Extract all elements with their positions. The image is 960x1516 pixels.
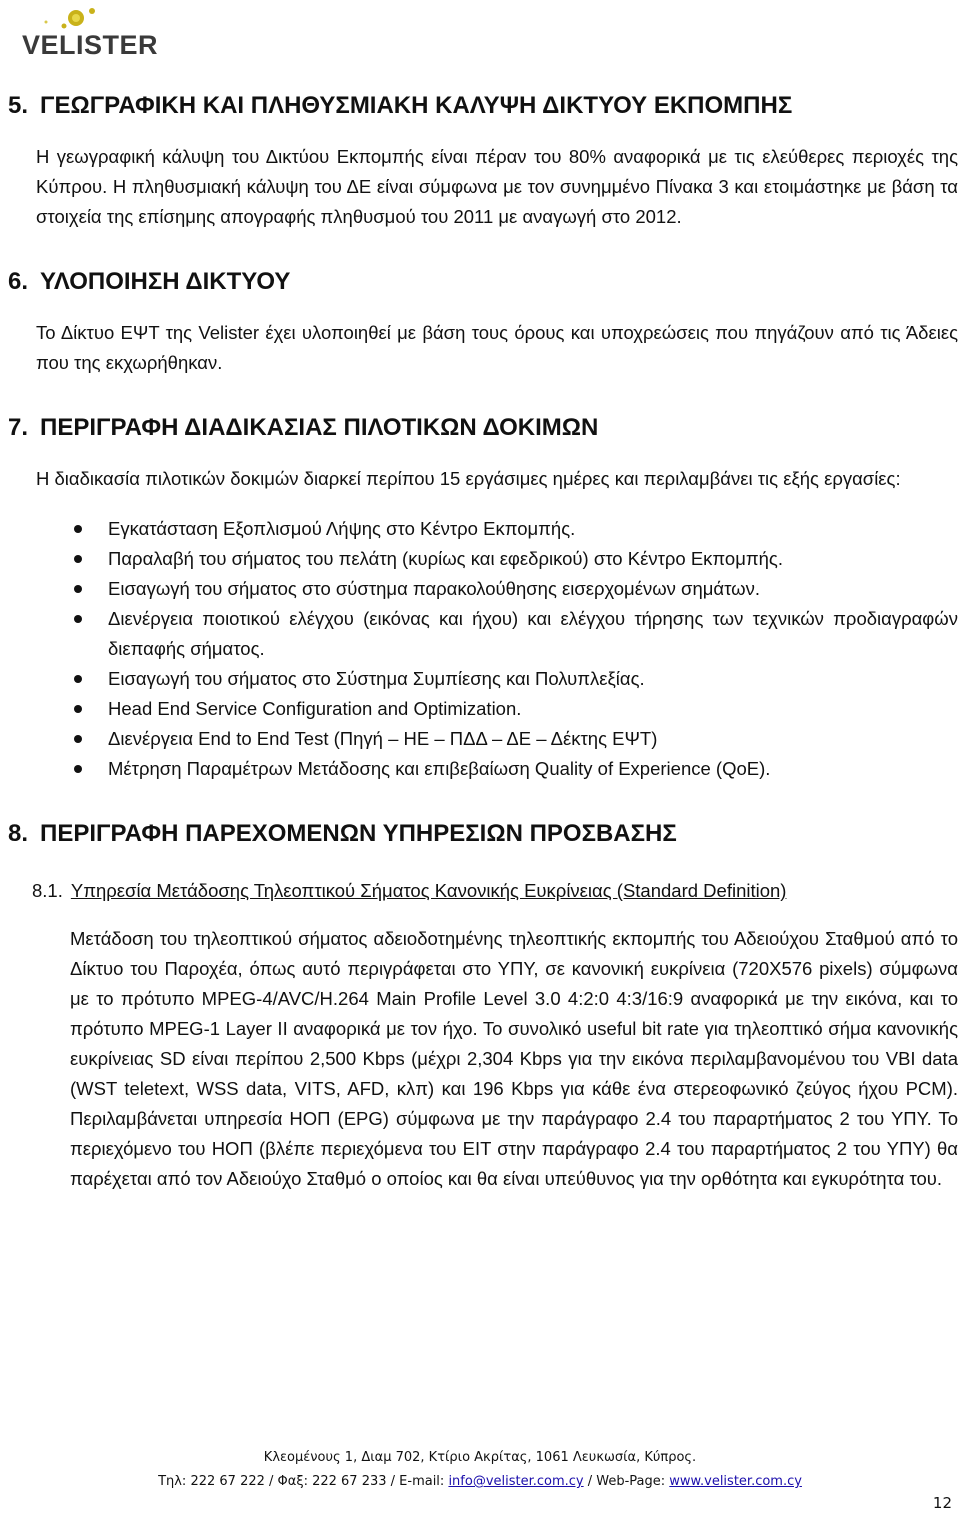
website-link[interactable]: www.velister.com.cy	[669, 1474, 802, 1489]
section-title: ΠΕΡΙΓΡΑΦΗ ΠΑΡΕΧΟΜΕΝΩΝ ΥΠΗΡΕΣΙΩΝ ΠΡΟΣΒΑΣΗΣ	[40, 820, 677, 847]
list-item: Μέτρηση Παραμέτρων Μετάδοσης και επιβεβαίωση Quality of Experience (QoE).	[8, 754, 958, 784]
list-item: Εγκατάσταση Εξοπλισμού Λήψης στο Κέντρο Εκπομπής.	[8, 514, 958, 544]
footer-address: Κλεομένους 1, Διαμ 702, Κτίριο Ακρίτας, 1061 Λευκωσία, Κύπρος.	[263, 1450, 697, 1465]
section-5-paragraph: Η γεωγραφική κάλυψη του Δικτύου Εκπομπής είναι πέραν του 80% αναφορικά με τις ελεύθερες περιοχές της Κύπρου. Η πληθυσμιακή κάλυψη του ΔΕ είναι σύμφωνα με τον συνημμένο Πίνακα 3 και ετοιμάστηκε με βάση τα στοιχεία της επίσημης απογραφής πληθυσμού του 2011 με αναγωγή στο 2012.	[36, 146, 958, 227]
document-body	[8, 84, 958, 1194]
section-number: 8.	[8, 820, 29, 847]
bullet-icon	[74, 765, 82, 773]
bullet-icon	[74, 705, 82, 713]
list-item: Διενέργεια ποιοτικού ελέγχου (εικόνας και ήχου) και ελέγχου τήρησης των τεχνικών προδιαγραφών διεπαφής σήματος.	[8, 604, 958, 664]
bullet-icon	[74, 555, 82, 563]
section-number: 7.	[8, 414, 29, 441]
subsection-8-1-heading	[32, 876, 958, 906]
footer-contact: Τηλ: 222 67 222 / Φαξ: 222 67 233 / E-mail: info@velister.com.cy / Web-Page: www.velister.com.cy	[158, 1474, 802, 1489]
section-5-heading	[8, 84, 958, 128]
subsection-8-1-paragraph: Μετάδοση του τηλεοπτικού σήματος αδειοδοτημένης τηλεοπτικής εκπομπής του Αδειούχου Σταθμού από το Δίκτυο του Παροχέα, όπως αυτό περιγράφεται στο ΥΠΥ, σε κανονική ευκρίνεια (720X576 pixels) σύμφωνα με το πρότυπο MPEG-4/AVC/H.264 Main Profile Level 3.0 4:2:0 4:3/16:9 αναφορικά με την εικόνα, και το πρότυπο MPEG-1 Layer II αναφορικά με τον ήχο. Το συνολικό useful bit rate για τηλεοπτικό σήμα κανονικής ευκρίνειας SD είναι περίπου 2,500 Kbps (μέχρι 2,304 Kbps για την εικόνα περιλαμβανομένου του VBI data (WST teletext, WSS data, VITS, AFD, κλπ) και 196 Kbps για κάθε ένα στερεοφωνικό ζεύγος ήχου PCM). Περιλαμβάνεται υπηρεσία ΗΟΠ (EPG) σύμφωνα με την παράγραφο 2.4 του παραρτήματος 2 του ΥΠΥ. Το περιεχόμενο του ΗΟΠ (βλέπε περιεχόμενα του EIT στην παράγραφο 2.4 του παραρτήματος 2 του ΥΠΥ) θα παρέχεται από τον Αδειούχο Σταθμό ο οποίος και θα είναι υπεύθυνος για την ορθότητα και εγκυρότητα του.	[70, 928, 958, 1189]
list-item: Εισαγωγή του σήματος στο σύστημα παρακολούθησης εισερχομένων σημάτων.	[8, 574, 958, 604]
section-number: 5.	[8, 92, 29, 119]
list-item: Παραλαβή του σήματος του πελάτη (κυρίως και εφεδρικού) στο Κέντρο Εκπομπής.	[8, 544, 958, 574]
email-link[interactable]: info@velister.com.cy	[448, 1474, 584, 1489]
bullet-icon	[74, 585, 82, 593]
list-item: Εισαγωγή του σήματος στο Σύστημα Συμπίεσης και Πολυπλεξίας.	[8, 664, 958, 694]
bullet-icon	[74, 615, 82, 623]
bullet-icon	[74, 525, 82, 533]
section-6-heading	[8, 260, 958, 304]
company-logo	[22, 4, 159, 64]
section-7-paragraph: Η διαδικασία πιλοτικών δοκιμών διαρκεί περίπου 15 εργάσιμες ημέρες και περιλαμβάνει τις εξής εργασίες:	[36, 468, 901, 489]
page-number: 12	[932, 1494, 952, 1512]
procedure-list	[8, 514, 958, 784]
subsection-number: 8.1.	[32, 880, 63, 901]
section-title: ΓΕΩΓΡΑΦΙΚΗ ΚΑΙ ΠΛΗΘΥΣΜΙΑΚΗ ΚΑΛΥΨΗ ΔΙΚΤΥΟΥ ΕΚΠΟΜΠΗΣ	[40, 92, 793, 119]
subsection-title: Υπηρεσία Μετάδοσης Τηλεοπτικού Σήματος Κανονικής Ευκρίνειας (Standard Definition)	[70, 880, 787, 901]
section-7-heading	[8, 406, 958, 450]
bullet-icon	[74, 675, 82, 683]
list-item: Διενέργεια End to End Test (Πηγή – ΗΕ – ΠΔΔ – ΔΕ – Δέκτης ΕΨΤ)	[8, 724, 958, 754]
section-title: ΠΕΡΙΓΡΑΦΗ ΔΙΑΔΙΚΑΣΙΑΣ ΠΙΛΟΤΙΚΩΝ ΔΟΚΙΜΩΝ	[40, 414, 599, 441]
list-item: Head End Service Configuration and Optimization.	[8, 694, 958, 724]
bullet-icon	[74, 735, 82, 743]
section-6-paragraph: Το Δίκτυο ΕΨΤ της Velister έχει υλοποιηθεί με βάση τους όρους και υποχρεώσεις που πηγάζουν από τις Άδειες που της εκχωρήθηκαν.	[36, 322, 958, 373]
section-title: ΥΛΟΠΟΙΗΣΗ ΔΙΚΤΥΟΥ	[40, 268, 291, 295]
logo-text: VELISTER	[22, 30, 159, 60]
section-number: 6.	[8, 268, 29, 295]
section-8-heading	[8, 812, 958, 856]
